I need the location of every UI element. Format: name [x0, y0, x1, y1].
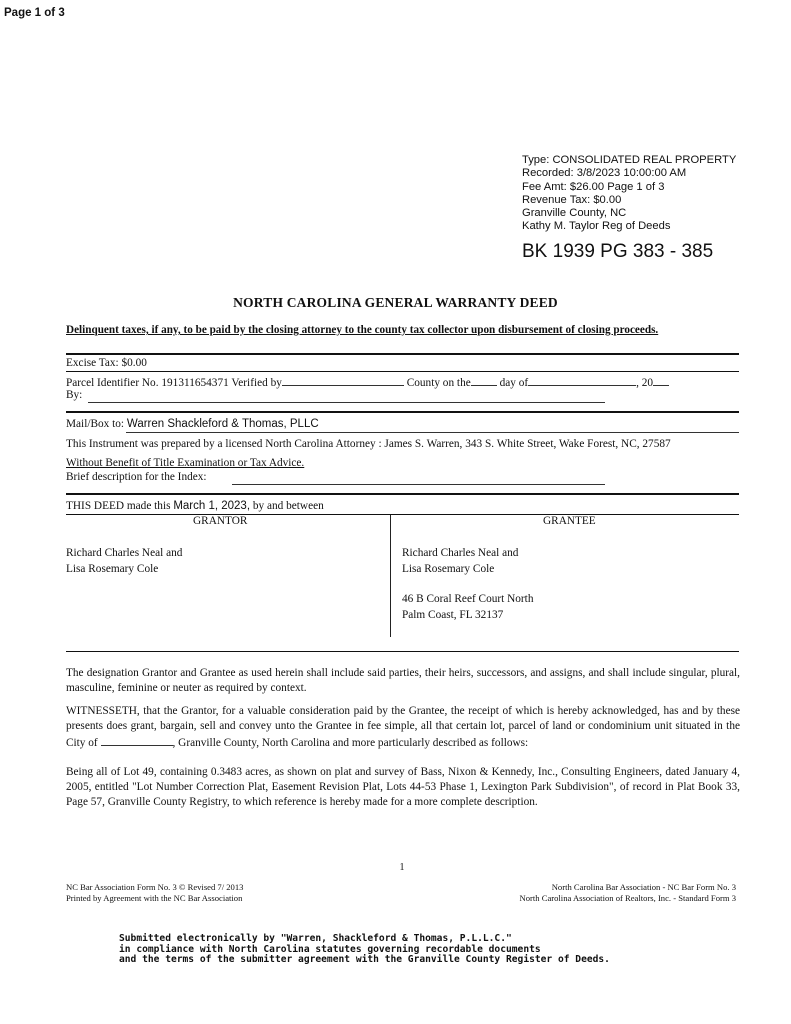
deed-title: NORTH CAROLINA GENERAL WARRANTY DEED [233, 295, 558, 310]
stamp-county: Granville County, NC [522, 207, 627, 220]
divider [66, 371, 739, 372]
witnesseth-text-end: , Granville County, North Carolina and more particularly described as follows: [172, 737, 529, 749]
divider [66, 411, 739, 413]
grantee-address-city: Palm Coast, FL 32137 [402, 609, 504, 621]
brief-description-line [66, 471, 207, 483]
deed-made-line [66, 500, 324, 512]
without-benefit-note: Without Benefit of Title Examination or Tax Advice. [66, 457, 305, 469]
mail-box-value: Warren Shackleford & Thomas, PLLC [126, 418, 319, 430]
footer-printed-by: Printed by Agreement with the NC Bar Association [66, 893, 243, 903]
stamp-type: Type: CONSOLIDATED REAL PROPERTY [522, 154, 737, 166]
parcel-line [66, 374, 669, 389]
witnesseth-text: WITNESSETH, that the Grantor, for a valuable consideration paid by the Grantee, the receipt of which is hereby acknowledged, has and by these presents does grant, bargain, sell and convey unto the Grantee in fee simple, all that certain lot, parcel of land or condominium unit situated in the City of [66, 705, 740, 749]
deed-date: March 1, 2023, [173, 500, 251, 512]
year-blank [653, 374, 669, 386]
city-blank [101, 734, 173, 746]
brief-description-blank [232, 484, 605, 485]
grantor-name: Richard Charles Neal and [66, 547, 183, 559]
submission-line: in compliance with North Carolina statutes governing recordable documents [119, 943, 541, 955]
parcel-label: Parcel Identifier No. [66, 377, 159, 389]
designation-paragraph: The designation Grantor and Grantee as used herein shall include said parties, their heirs, successors, and assigns, and shall include singular, plural, masculine, feminine or neuter as required by context. [66, 667, 740, 694]
divider [66, 514, 739, 515]
deed-made-suffix: by and between [252, 500, 324, 512]
prepared-by: This Instrument was prepared by a licensed North Carolina Attorney : James S. Warren, 343 S. White Street, Wake Forest, NC, 27587 [66, 438, 671, 450]
divider [66, 651, 739, 652]
divider [66, 493, 739, 495]
by-signature-line [88, 402, 605, 403]
mail-box-line [66, 418, 319, 430]
month-blank [528, 374, 636, 386]
grantee-name: Richard Charles Neal and [402, 547, 519, 559]
footer-bar-form: North Carolina Bar Association - NC Bar Form No. 3 [551, 882, 736, 892]
stamp-revenue-tax: Revenue Tax: $0.00 [522, 193, 622, 206]
grantor-heading: GRANTOR [193, 515, 248, 527]
party-column-divider [390, 515, 391, 637]
grantee-names [402, 545, 518, 577]
witnesseth-paragraph [66, 704, 740, 751]
grantee-address [402, 591, 533, 623]
excise-tax-value: $0.00 [121, 357, 147, 369]
day-blank [471, 374, 497, 386]
day-of-label: day of [499, 377, 529, 389]
parcel-id: 191311654371 [161, 377, 229, 389]
page-number: 1 [399, 862, 405, 873]
by-label: By: [66, 389, 83, 401]
recording-stamp [522, 154, 782, 234]
submission-line: Submitted electronically by "Warren, Shackleford & Thomas, P.L.L.C." [119, 933, 512, 944]
brief-description-label: Brief description for the Index: [66, 471, 207, 483]
footer-form-revision: NC Bar Association Form No. 3 © Revised 7/ 2013 [66, 882, 244, 892]
stamp-recorded: Recorded: 3/8/2023 10:00:00 AM [522, 167, 687, 180]
divider [66, 353, 739, 355]
footer-realtors-form: North Carolina Association of Realtors, Inc. - Standard Form 3 [519, 893, 736, 903]
year-prefix: , 20 [636, 377, 654, 389]
verified-by-blank [282, 374, 404, 386]
grantor-names [66, 545, 182, 577]
page-indicator: Page 1 of 3 [4, 7, 65, 19]
excise-tax-label: Excise Tax: [66, 357, 119, 369]
deed-made-prefix: THIS DEED made this [66, 500, 171, 512]
excise-tax-line [66, 357, 147, 369]
by-line [66, 389, 82, 401]
grantee-heading: GRANTEE [543, 515, 596, 527]
legal-description-paragraph: Being all of Lot 49, containing 0.3483 acres, as shown on plat and survey of Bass, Nixon & Kennedy, Inc., Consulting Engineers, dated January 4, 2005, entitled "Lot Number Correction Plat, Easement Revision Plat, Lots 44-53 Phase 1, Lexington Park Subdivision", of record in Plat Book 33, Page 57, Granville County Registry, to which reference is hereby made for a more complete description. [66, 766, 740, 808]
submission-line: and the terms of the submitter agreement with the Granville County Register of Deeds. [119, 954, 610, 966]
delinquent-taxes-notice: Delinquent taxes, if any, to be paid by the closing attorney to the county tax collector upon disbursement of closing proceeds. [66, 324, 659, 336]
footer-right [520, 882, 736, 904]
stamp-fee: Fee Amt: $26.00 Page 1 of 3 [522, 180, 665, 193]
grantee-name: Lisa Rosemary Cole [402, 563, 495, 575]
mail-box-underline [126, 432, 739, 433]
electronic-submission-notice [119, 934, 610, 966]
book-page-reference: BK 1939 PG 383 - 385 [522, 241, 714, 262]
footer-left [66, 882, 243, 904]
county-on-the-label: County on the [406, 377, 471, 389]
grantee-address-street: 46 B Coral Reef Court North [402, 593, 534, 605]
verified-by-label: Verified by [231, 377, 282, 389]
grantor-name: Lisa Rosemary Cole [66, 563, 159, 575]
stamp-register: Kathy M. Taylor Reg of Deeds [522, 220, 671, 233]
mail-box-label: Mail/Box to: [66, 418, 125, 430]
